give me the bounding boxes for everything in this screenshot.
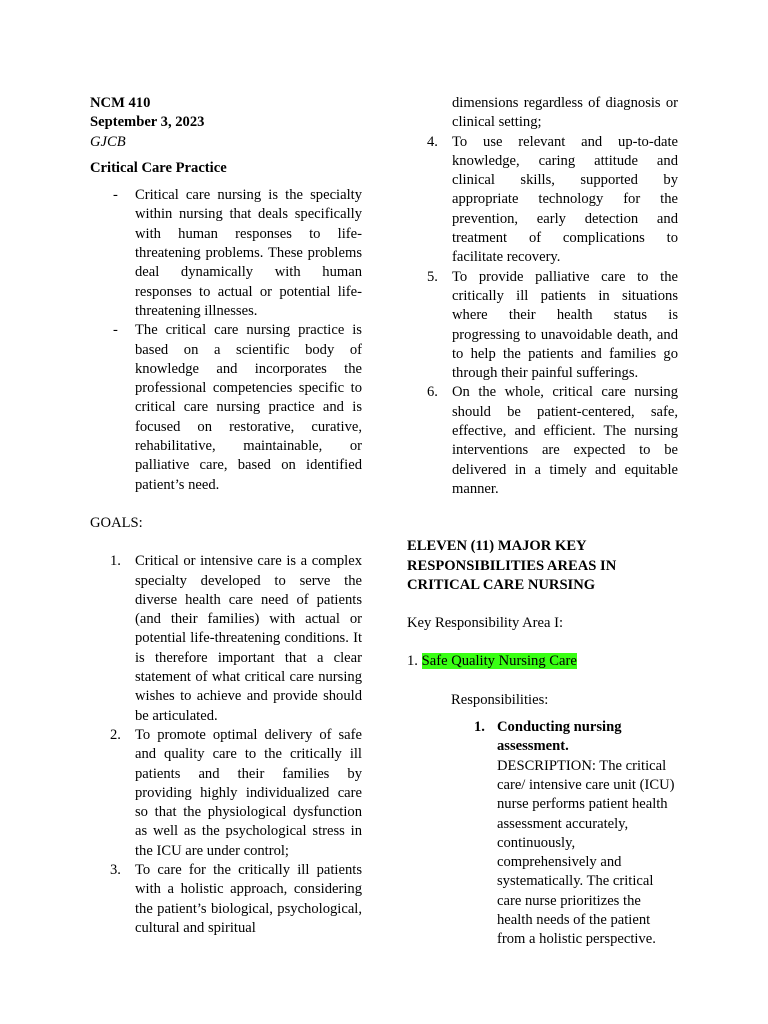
kra-number: 1. <box>407 653 418 670</box>
list-item <box>407 383 678 499</box>
goal-number: 4. <box>427 133 438 150</box>
goals-list-continued <box>407 94 678 499</box>
responsibility-description: DESCRIPTION: The critical care/ intensive care unit (ICU) nurse performs patient health assessment accurately, continuously, comprehensively and systematically. The critical care nurse prioritizes the health needs of the patient from a holistic perspective. <box>497 757 675 948</box>
goal-text: To promote optimal delivery of safe and quality care to the critically ill patients and their families by providing highly individualized care so that the physiological dysfunction as well as the psychological stress in the ICU are under control; <box>135 726 362 859</box>
bullet-text: Critical care nursing is the specialty within nursing that deals specifically with human responses to life-threatening problems. These problems deal dynamically with human responses to actual or potential life-threatening illnesses. <box>135 187 362 319</box>
author-initials: GJCB <box>90 133 126 150</box>
responsibility-item <box>407 718 678 950</box>
goal-number: 1. <box>110 553 121 570</box>
responsibility-title: Conducting nursing assessment. <box>497 719 622 755</box>
right-column <box>407 94 678 950</box>
responsibility-number: 1. <box>474 719 485 736</box>
goal-number: 6. <box>427 384 438 401</box>
goal-text: dimensions regardless of diagnosis or clinical setting; <box>452 95 678 131</box>
dash-marker: - <box>113 187 118 204</box>
list-item <box>407 268 678 384</box>
list-item <box>90 552 362 726</box>
list-item <box>90 321 362 495</box>
course-code: NCM 410 <box>90 95 151 111</box>
list-item <box>90 861 362 938</box>
goals-label: GOALS: <box>90 514 143 531</box>
list-item <box>407 133 678 268</box>
kra-area-label: Key Responsibility Area I: <box>407 615 564 632</box>
goal-number: 2. <box>110 726 121 743</box>
goal-text: To use relevant and up-to-date knowledge, caring attitude and clinical skills, supported by appropriate technology for the prevention, early detection and treatment of complications to facilitate recovery. <box>452 133 678 266</box>
left-column <box>90 94 362 938</box>
goal-text: On the whole, critical care nursing should be patient-centered, safe, effective, and efficient. The nursing interventions are expected to be delivered in a timely and equitable manner. <box>452 384 678 497</box>
list-item <box>90 186 362 321</box>
list-item <box>407 94 678 133</box>
kra-name-highlighted: Safe Quality Nursing Care <box>421 653 577 670</box>
list-item <box>90 726 362 861</box>
goals-list <box>90 552 362 938</box>
practice-bullet-list <box>90 186 362 495</box>
goal-text: To care for the critically ill patients with a holistic approach, considering the patient’s biological, psychological, cultural and spiritual <box>135 861 362 936</box>
goal-text: To provide palliative care to the critically ill patients in situations where their health status is progressing to unavoidable death, and to help the patients and families go through their painful sufferings. <box>452 268 678 382</box>
goal-number: 5. <box>427 268 438 285</box>
section-title: Critical Care Practice <box>90 159 227 176</box>
responsibilities-label: Responsibilities: <box>451 691 549 708</box>
bullet-text: The critical care nursing practice is based on a scientific body of knowledge and incorporates the professional competencies specific to critical care nursing practice and is focused on restorative, curative, rehabilitative, maintainable, or palliative care, based on identified patient’s need. <box>135 322 362 493</box>
goal-number: 3. <box>110 861 121 878</box>
document-date: September 3, 2023 <box>90 114 205 131</box>
goal-text: Critical or intensive care is a complex specialty developed to serve the diverse health care need of patients (and their families) with actual or potential life-threatening conditions. It is therefore important that a clear statement of what critical care nursing wishes to achieve and provide should be articulated. <box>135 553 362 724</box>
kra-item <box>407 652 678 671</box>
kra-heading: ELEVEN (11) MAJOR KEY RESPONSIBILITIES AREAS IN CRITICAL CARE NURSING <box>407 538 617 593</box>
dash-marker: - <box>113 322 118 339</box>
